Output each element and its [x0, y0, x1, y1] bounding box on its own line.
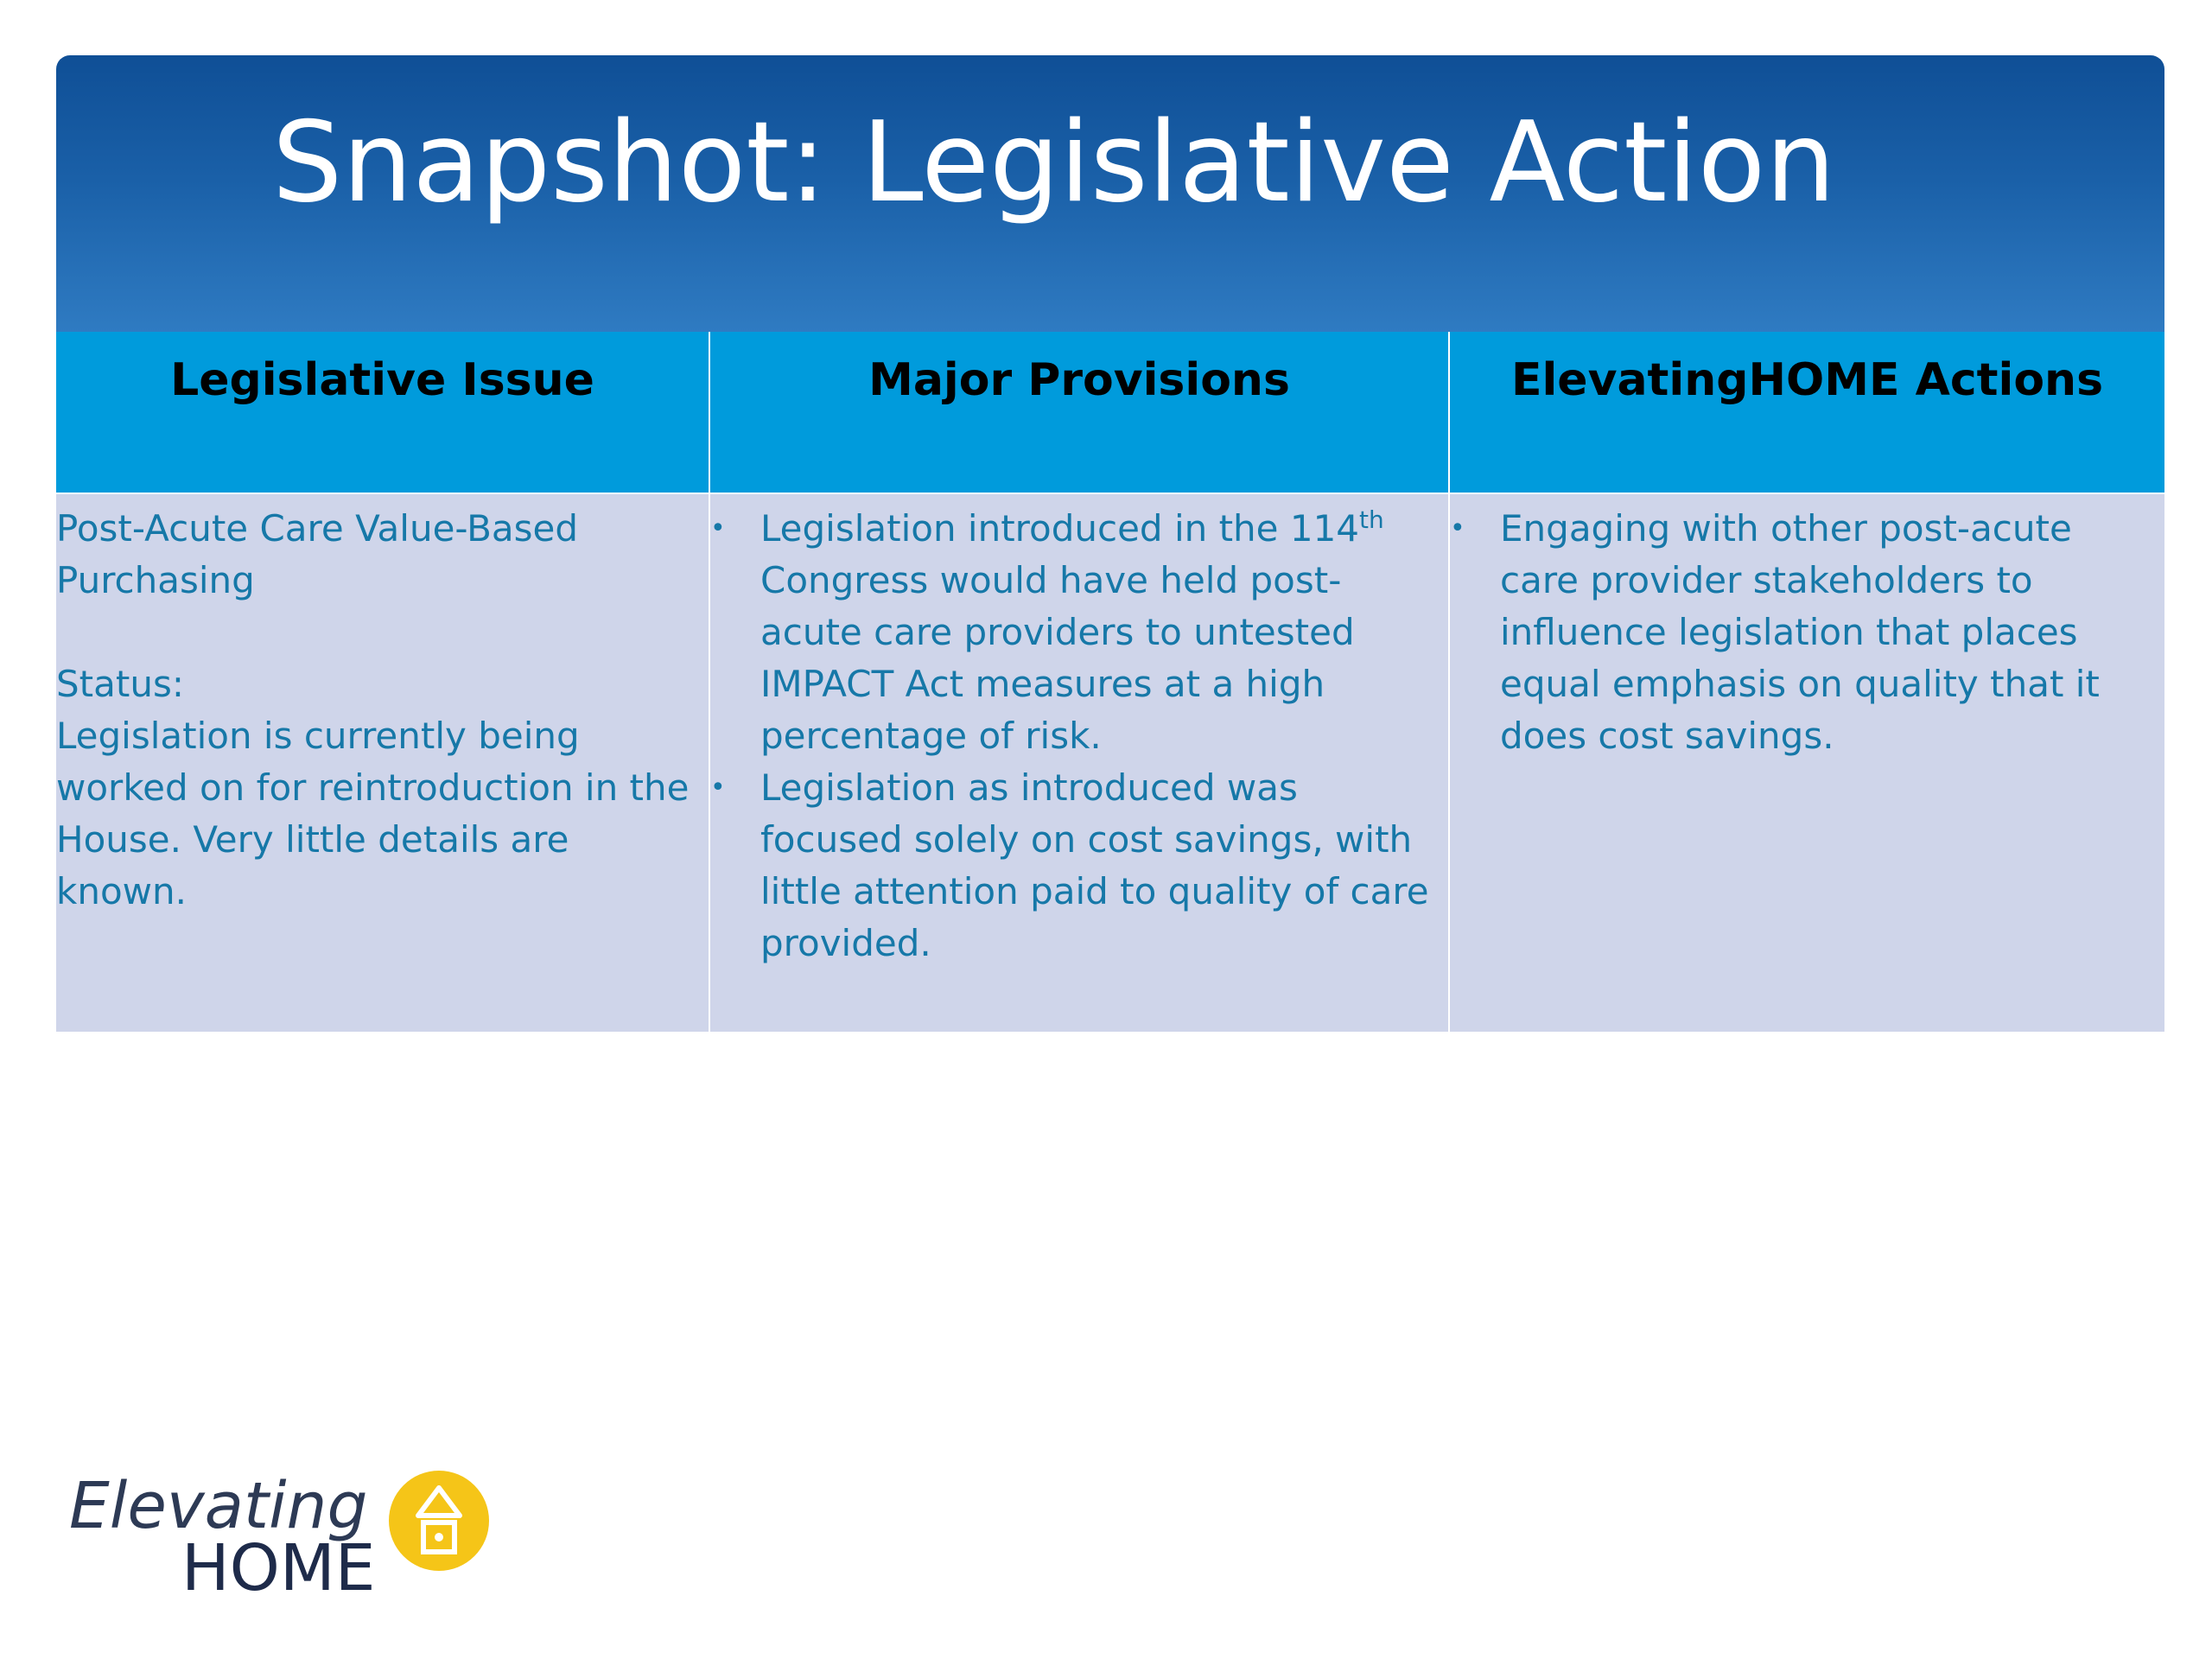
- header-elevatinghome-actions: ElevatingHOME Actions: [1450, 332, 2164, 493]
- provision-text-after: Congress would have held post-acute care providers to untested IMPACT Act measures at a high percentage of risk.: [760, 559, 1355, 757]
- header-major-provisions: Major Provisions: [710, 332, 1448, 493]
- provision-text: Legislation as introduced was focused solely on cost savings, with little attention paid to quality of care provided.: [760, 766, 1429, 964]
- actions-list: [1450, 503, 2164, 762]
- header-legislative-issue: Legislative Issue: [56, 332, 709, 493]
- legislative-table: [56, 332, 2164, 1032]
- status-label: Status:: [56, 663, 184, 705]
- action-text: Engaging with other post-acute care provider stakeholders to influence legislation that places equal emphasis on quality that it does cost savings.: [1500, 507, 2100, 757]
- status-text: Legislation is currently being worked on for reintroduction in the House. Very little details are known.: [56, 715, 690, 912]
- issue-name: Post-Acute Care Value-Based Purchasing: [56, 507, 578, 601]
- bullet-icon: •: [710, 513, 726, 543]
- house-icon: [387, 1469, 491, 1573]
- provision-text-before: Legislation introduced in the 114: [760, 507, 1360, 550]
- legislative-issue-cell: [56, 494, 709, 1032]
- list-item: [710, 503, 1448, 762]
- title-banner: [56, 55, 2164, 332]
- logo-word-home: HOME: [181, 1531, 376, 1605]
- column-divider: [709, 332, 710, 1032]
- slide-title: Snapshot: Legislative Action: [272, 99, 1836, 227]
- list-item: [1450, 503, 2164, 762]
- logo-word-elevating: Elevating: [69, 1469, 368, 1543]
- provisions-list: [710, 503, 1448, 969]
- bullet-icon: •: [710, 772, 726, 803]
- bullet-icon: •: [1450, 513, 1465, 543]
- major-provisions-cell: [710, 494, 1448, 1032]
- list-item: [710, 762, 1448, 969]
- elevatinghome-logo: [69, 1469, 518, 1607]
- actions-cell: [1450, 494, 2164, 1032]
- ordinal-superscript: th: [1359, 505, 1384, 534]
- column-divider: [1448, 332, 1450, 1032]
